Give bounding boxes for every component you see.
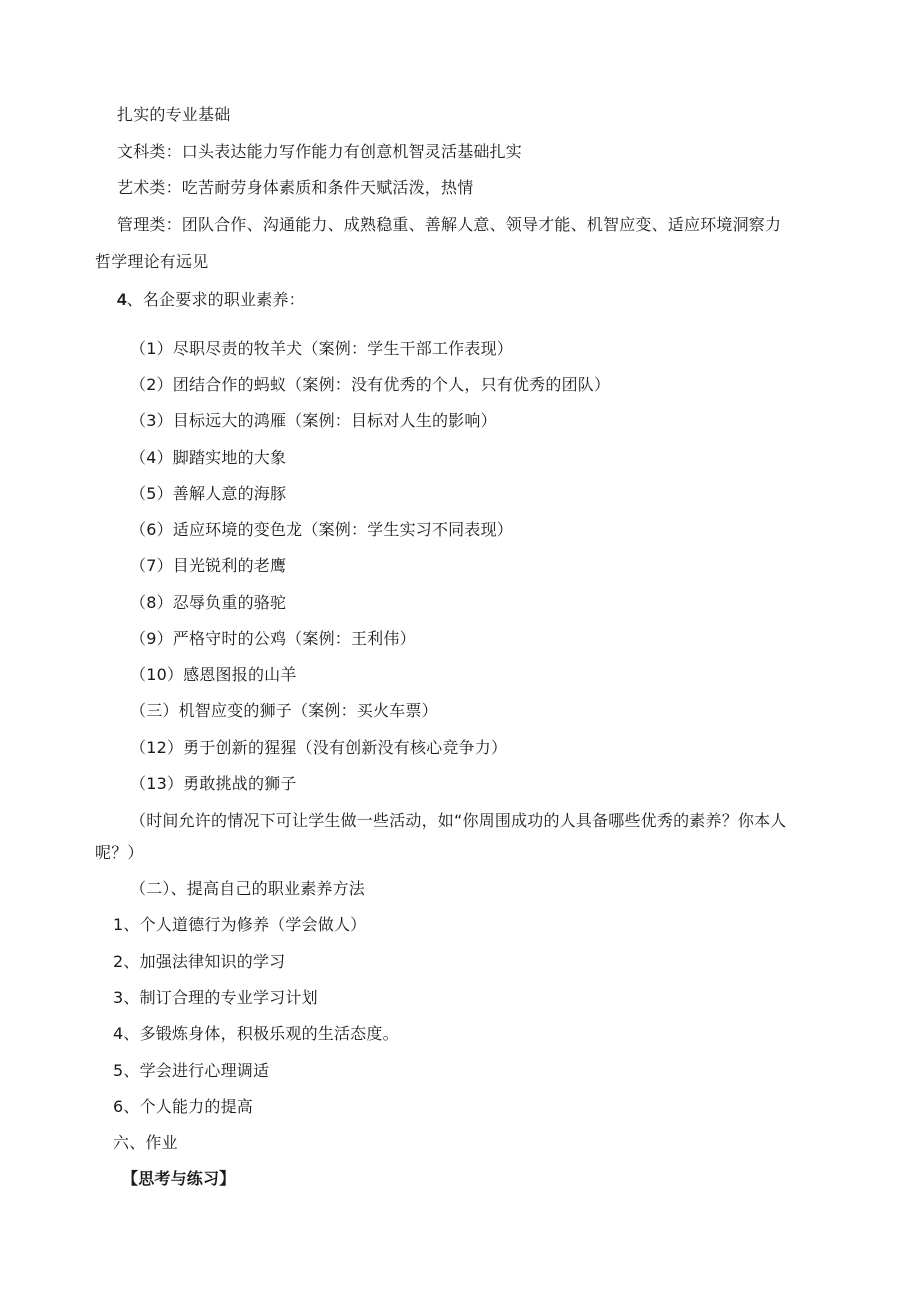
- list-item-method: 6、个人能力的提高: [113, 1097, 253, 1116]
- activity-note-line-2: 呢？）: [95, 843, 144, 862]
- list-item-quality: （13）勇敢挑战的狮子: [130, 774, 297, 793]
- list-item-quality: （10）感恩图报的山羊: [130, 665, 297, 684]
- list-item-quality: （8）忍辱负重的骆驼: [130, 593, 287, 612]
- text-line-philosophy: 哲学理论有远见: [95, 252, 209, 271]
- activity-note-line-1: （时间允许的情况下可让学生做一些活动，如“你周围成功的人具备哪些优秀的素养？你本人: [130, 811, 787, 830]
- homework-subheading: 【思考与练习】: [122, 1169, 236, 1188]
- text-line-arts: 艺术类：吃苦耐劳身体素质和条件天赋活泼，热情: [117, 178, 474, 197]
- list-item-quality: （2）团结合作的蚂蚁（案例：没有优秀的个人，只有优秀的团队）: [130, 375, 611, 394]
- list-item-method: 1、个人道德行为修养（学会做人）: [113, 915, 367, 934]
- list-item-method: 2、加强法律知识的学习: [113, 952, 286, 971]
- list-item-quality: （6）适应环境的变色龙（案例：学生实习不同表现）: [130, 520, 513, 539]
- list-item-quality: （7）目光锐利的老鹰: [130, 556, 287, 575]
- list-item-quality: （12）勇于创新的猩猩（没有创新没有核心竞争力）: [130, 738, 508, 757]
- list-item-method: 3、制订合理的专业学习计划: [113, 988, 318, 1007]
- list-item-quality: （三）机智应变的狮子（案例：买火车票）: [130, 701, 438, 720]
- text-line-liberal-arts: 文科类：口头表达能力写作能力有创意机智灵活基础扎实: [117, 142, 523, 161]
- list-item-quality: （9）严格守时的公鸡（案例：王利伟）: [130, 629, 416, 648]
- list-item-method: 4、多锻炼身体，积极乐观的生活态度。: [113, 1024, 399, 1043]
- list-item-quality: （5）善解人意的海豚: [130, 484, 287, 503]
- text-line-management: 管理类：团队合作、沟通能力、成熟稳重、善解人意、领导才能、机智应变、适应环境洞察力: [117, 215, 782, 234]
- section-4-number: 4: [117, 290, 127, 309]
- list-item-quality: （1）尽职尽责的牧羊犬（案例：学生干部工作表现）: [130, 339, 513, 358]
- methods-heading: （二）、提高自己的职业素养方法: [130, 879, 366, 898]
- section-4-heading: [117, 289, 305, 311]
- list-item-quality: （3）目标远大的鸿雁（案例：目标对人生的影响）: [130, 411, 497, 430]
- list-item-quality: （4）脚踏实地的大象: [130, 448, 287, 467]
- list-item-method: 5、学会进行心理调适: [113, 1061, 270, 1080]
- homework-heading: 六、作业: [113, 1133, 178, 1152]
- section-4-title: 、名企要求的职业素养：: [126, 290, 305, 309]
- text-line-foundation: 扎实的专业基础: [117, 105, 231, 124]
